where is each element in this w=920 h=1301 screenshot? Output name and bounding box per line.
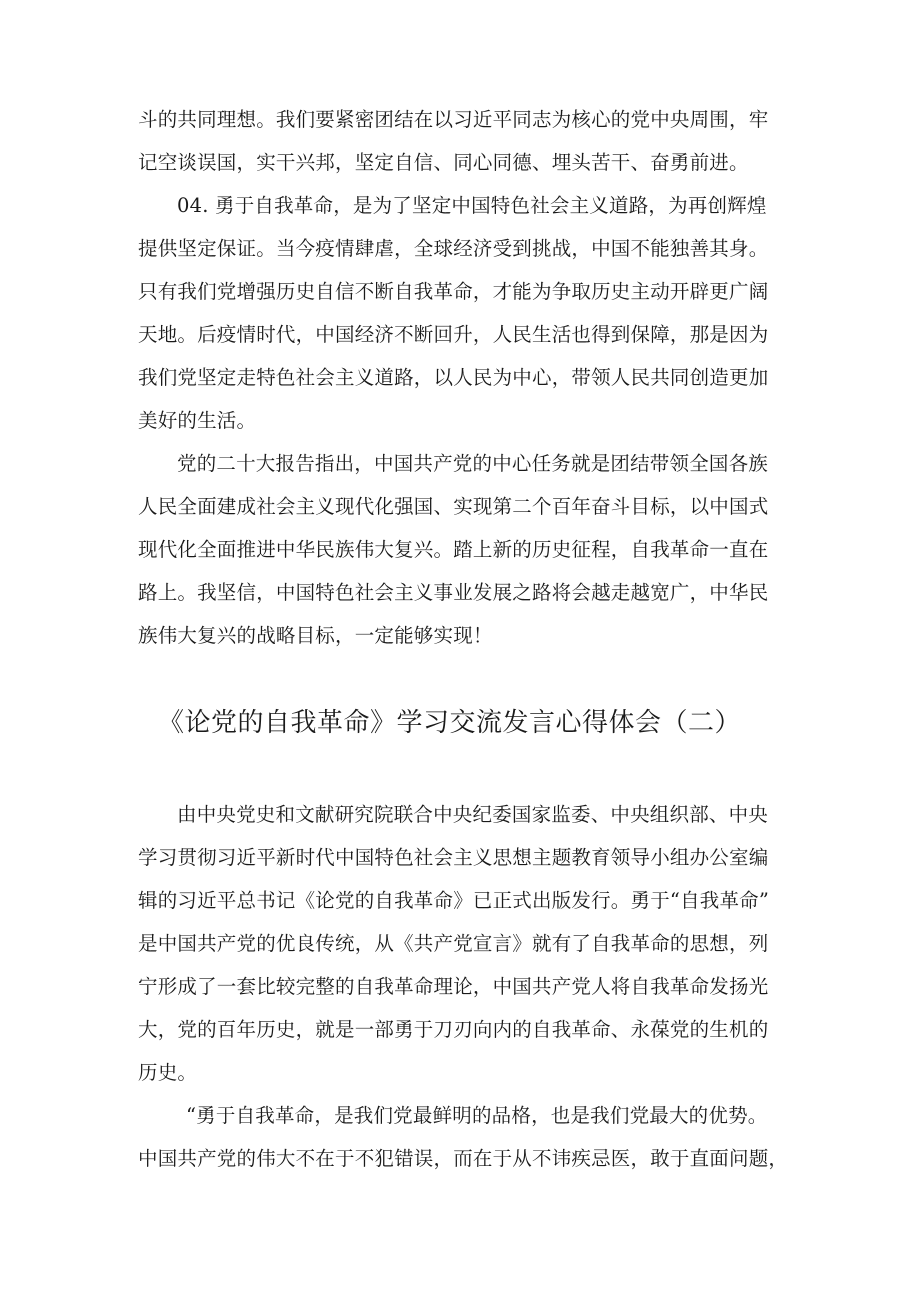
text-line: 宁形成了一套比较完整的自我革命理论，中国共产党人将自我革命发扬光 [138, 975, 769, 998]
text-line: 只有我们党增强历史自信不断自我革命，才能为争取历史主动开辟更广阔 [138, 280, 769, 303]
text-line: 我们党坚定走特色社会主义道路，以人民为中心，带领人民共同创造更加 [138, 366, 769, 389]
text-line: 记空谈误国，实干兴邦，坚定自信、同心同德、埋头苦干、奋勇前进。 [138, 151, 749, 174]
text-line: 是中国共产党的优良传统，从《共产党宣言》就有了自我革命的思想，列 [138, 932, 769, 955]
text-line: 美好的生活。 [138, 409, 257, 432]
text-line: 现代化全面推进中华民族伟大复兴。踏上新的历史征程，自我革命一直在 [138, 538, 769, 561]
text-line: 辑的习近平总书记《论党的自我革命》已正式出版发行。勇于“自我革命” [138, 889, 770, 912]
text-line: 中国共产党的伟大不在于不犯错误，而在于从不讳疾忌医，敢于直面问题， [138, 1147, 789, 1170]
text-line: “勇于自我革命，是我们党最鲜明的品格，也是我们党最大的优势。 [186, 1104, 768, 1127]
text-line: 大，党的百年历史，就是一部勇于刀刃向内的自我革命、永葆党的生机的 [138, 1018, 769, 1041]
text-line: 路上。我坚信，中国特色社会主义事业发展之路将会越走越宽广，中华民 [138, 581, 769, 604]
text-line: 提供坚定保证。当今疫情肆虐，全球经济受到挑战，中国不能独善其身。 [138, 237, 769, 260]
text-line: 党的二十大报告指出，中国共产党的中心任务就是团结带领全国各族 [177, 452, 769, 475]
text-line: 族伟大复兴的战略目标，一定能够实现！ [138, 624, 493, 647]
section-title: 《论党的自我革命》学习交流发言心得体会（二） [158, 708, 742, 738]
text-line: 学习贯彻习近平新时代中国特色社会主义思想主题教育领导小组办公室编 [138, 846, 769, 869]
text-line: 04. 勇于自我革命，是为了坚定中国特色社会主义道路，为再创辉煌 [177, 194, 767, 217]
text-line: 由中央党史和文献研究院联合中央纪委国家监委、中央组织部、中央 [177, 803, 769, 826]
text-line: 历史。 [138, 1061, 198, 1084]
text-line: 斗的共同理想。我们要紧密团结在以习近平同志为核心的党中央周围，牢 [138, 108, 769, 131]
text-line: 天地。后疫情时代，中国经济不断回升，人民生活也得到保障，那是因为 [138, 323, 769, 346]
text-line: 人民全面建成社会主义现代化强国、实现第二个百年奋斗目标，以中国式 [138, 495, 769, 518]
